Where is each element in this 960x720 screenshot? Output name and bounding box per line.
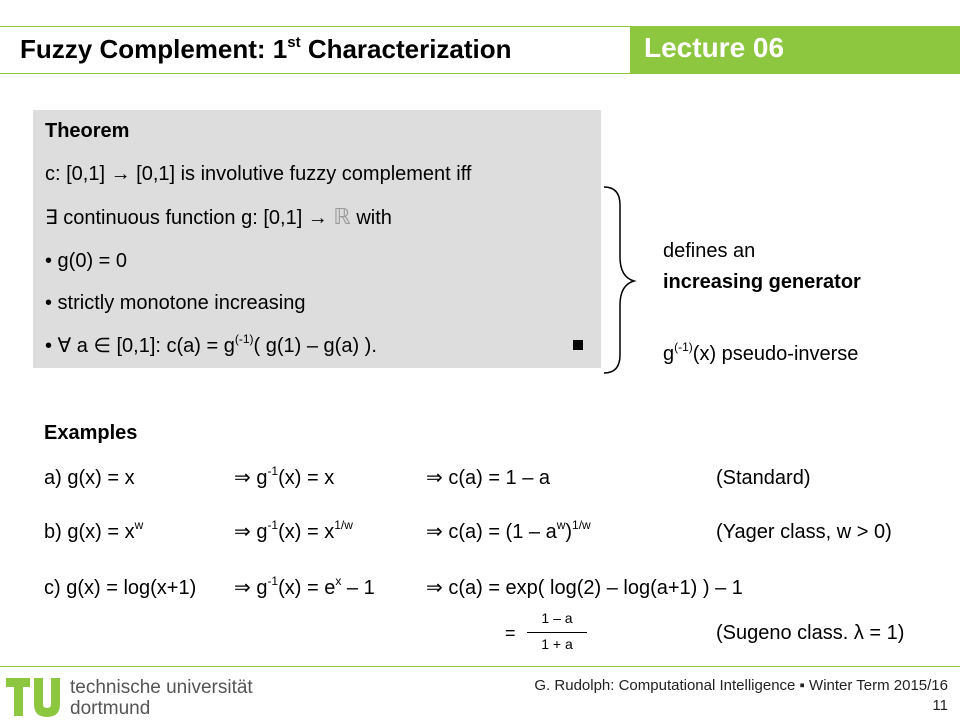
lecture-label: Lecture 06	[644, 32, 785, 63]
example-c-complement: ⇒ c(a) = exp( log(2) – log(a+1) ) – 1	[426, 577, 743, 599]
c-inv-post: – 1	[341, 577, 375, 599]
b-comp-sup: w	[556, 518, 566, 532]
fraction-denominator: 1 + a	[541, 636, 573, 652]
theorem-line-2-pre: ∃ continuous function g: [0,1] →	[45, 207, 334, 229]
example-a-name: (Standard)	[716, 467, 811, 489]
c-inv-mid: (x) = e	[278, 577, 336, 599]
fraction-bar	[527, 632, 587, 633]
b-inv-pre: ⇒ g	[234, 521, 268, 543]
qed-square-icon	[573, 340, 583, 350]
title-main: Fuzzy Complement: 1	[20, 34, 288, 64]
tu-logo-icon	[2, 672, 66, 720]
theorem-box	[33, 110, 601, 368]
footer-credit	[534, 676, 948, 716]
side-pseudo-inverse	[663, 342, 858, 368]
fraction	[505, 608, 595, 658]
example-b-label	[44, 520, 143, 546]
side-generator: increasing generator	[663, 271, 861, 293]
logo-line-2: dortmund	[70, 698, 151, 719]
theorem-bullet-2: • strictly monotone increasing	[45, 292, 306, 314]
a-inv-pre: ⇒ g	[234, 467, 268, 489]
example-b-name: (Yager class, w > 0)	[716, 521, 892, 543]
bullet-3-pre: • ∀ a ∈ [0,1]: c(a) = g	[45, 335, 235, 357]
bullet-3-post: ( g(1) – g(a) ).	[253, 335, 377, 357]
slide-title	[20, 31, 512, 72]
b-comp-mid: )	[565, 521, 573, 543]
theorem-bullet-3	[45, 334, 377, 360]
real-numbers-symbol: ℝ	[333, 205, 351, 230]
a-inv-sup: -1	[267, 464, 279, 478]
b-label-pre: b) g(x) = x	[44, 521, 135, 543]
example-a-complement: ⇒ c(a) = 1 – a	[426, 467, 551, 489]
c-inv-sup: -1	[267, 574, 279, 588]
header	[0, 0, 960, 74]
title-sup: st	[287, 34, 301, 51]
c-inv-sup2: x	[335, 574, 342, 588]
university-logo	[0, 672, 270, 720]
right-brace-icon	[600, 185, 640, 375]
title-rest: Characterization	[300, 34, 512, 64]
example-a-inverse	[234, 466, 334, 492]
page-number: 11	[932, 697, 948, 714]
examples-heading: Examples	[44, 422, 138, 444]
b-inv-mid: (x) = x	[278, 521, 335, 543]
example-a-label: a) g(x) = x	[44, 467, 135, 489]
fraction-numerator: 1 – a	[541, 610, 573, 626]
fraction-equals: =	[505, 623, 516, 643]
side-defines: defines an	[663, 240, 756, 262]
theorem-line-2-post: with	[350, 207, 392, 229]
theorem-bullet-1: • g(0) = 0	[45, 250, 128, 272]
lecture-badge	[630, 26, 960, 74]
a-inv-post: (x) = x	[278, 467, 335, 489]
logo-line-1: technische universität	[70, 677, 253, 698]
footer-divider	[0, 666, 960, 667]
b-comp-sup2: 1/w	[572, 518, 591, 532]
example-b-complement	[426, 520, 591, 546]
c-inv-pre: ⇒ g	[234, 577, 268, 599]
theorem-line-1: c: [0,1] → [0,1] is involutive fuzzy complement iff	[45, 163, 472, 185]
b-inv-sup2: 1/w	[334, 518, 353, 532]
example-b-inverse	[234, 520, 353, 546]
side-inv-pre: g	[663, 343, 675, 365]
example-c-label: c) g(x) = log(x+1)	[44, 577, 197, 599]
title-bar	[0, 26, 630, 74]
b-label-sup: w	[134, 518, 144, 532]
credit-text: G. Rudolph: Computational Intelligence ▪ Winter Term 2015/16	[534, 677, 948, 694]
side-inv-post: (x) pseudo-inverse	[692, 343, 859, 365]
theorem-line-2	[45, 206, 392, 230]
side-inv-sup: (-1)	[674, 340, 693, 354]
example-c-name: (Sugeno class. λ = 1)	[716, 622, 905, 644]
example-c-inverse	[234, 576, 375, 602]
b-comp-pre: ⇒ c(a) = (1 – a	[426, 521, 557, 543]
bullet-3-sup: (-1)	[234, 332, 254, 346]
b-inv-sup: -1	[267, 518, 279, 532]
theorem-heading: Theorem	[45, 120, 130, 142]
